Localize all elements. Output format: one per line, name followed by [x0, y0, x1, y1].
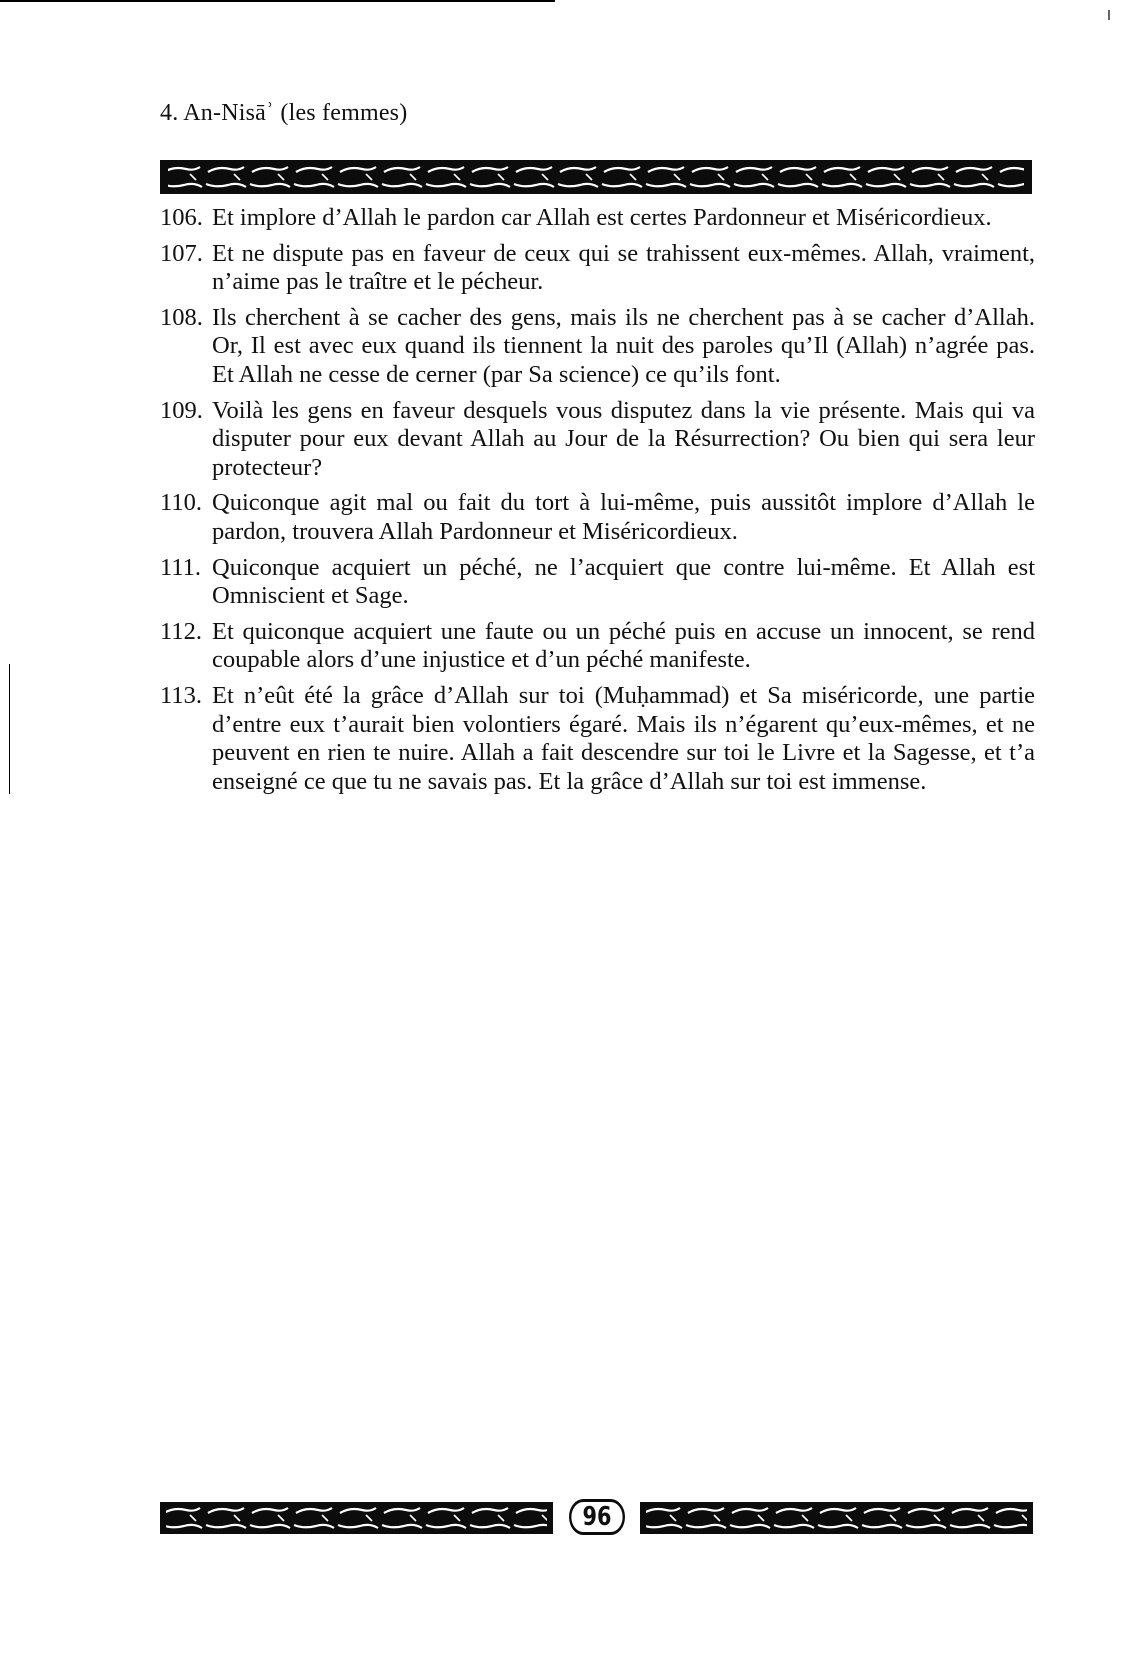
- verse-text: Et n’eût été la grâce d’Allah sur toi (Muḥammad) et Sa miséricorde, une partie d’entre eux t’aurait bien volontiers égaré. Mais ils n’égarent qu’eux-mêmes, et ne peuvent en rien te nuire. Allah a fait descendre sur toi le Livre et la Sagesse, et t’a enseigné ce que tu ne savais pas. Et la grâce d’Allah sur toi est immense.: [212, 681, 1035, 795]
- verse-item: [160, 554, 1035, 611]
- verse-number: 111.: [160, 553, 202, 581]
- scan-mark: [1108, 10, 1110, 20]
- ornament-pattern: [160, 160, 1032, 194]
- verse-item: [160, 204, 1035, 233]
- verse-item: [160, 682, 1035, 796]
- verse-number: 107.: [160, 239, 203, 267]
- verse-item: [160, 618, 1035, 675]
- verse-number: 106.: [160, 204, 203, 231]
- verse-item: [160, 397, 1035, 483]
- page-number: 96: [569, 1499, 625, 1535]
- verse-item: [160, 489, 1035, 546]
- ornament-pattern: [160, 1502, 553, 1534]
- verse-text: Et quiconque acquiert une faute ou un péché puis en accuse un innocent, se rend coupable alors d’une injustice et d’un péché manifeste.: [212, 617, 1035, 674]
- verse-text: Et implore d’Allah le pardon car Allah est certes Pardonneur et Miséricordieux.: [212, 204, 992, 231]
- verse-item: [160, 304, 1035, 390]
- ornamental-band-top: [160, 160, 1032, 194]
- verse-list: [160, 204, 1035, 803]
- ornament-pattern: [640, 1502, 1033, 1534]
- verse-text: Quiconque agit mal ou fait du tort à lui-même, puis aussitôt implore d’Allah le pardon, trouvera Allah Pardonneur et Miséricordieux.: [212, 489, 1035, 545]
- verse-text: Et ne dispute pas en faveur de ceux qui se trahissent eux-mêmes. Allah, vraiment, n’aime pas le traître et le pécheur.: [212, 239, 1035, 296]
- verse-number: 112.: [160, 617, 202, 645]
- verse-text: Ils cherchent à se cacher des gens, mais ils ne cherchent pas à se cacher d’Allah. Or, Il est avec eux quand ils tiennent la nuit des paroles qu’Il (Allah) n’agrée pas. Et Allah ne cesse de cerner (par Sa science) ce qu’ils font.: [212, 303, 1035, 388]
- verse-number: 109.: [160, 396, 203, 424]
- verse-item: [160, 240, 1035, 297]
- verse-number: 110.: [160, 489, 202, 517]
- verse-text: Voilà les gens en faveur desquels vous disputez dans la vie présente. Mais qui va disputer pour eux devant Allah au Jour de la Résurrection? Ou bien qui sera leur protecteur?: [212, 396, 1035, 481]
- verse-text: Quiconque acquiert un péché, ne l’acquiert que contre lui-même. Et Allah est Omniscient et Sage.: [212, 553, 1035, 610]
- ornamental-band-bottom-left: [160, 1502, 553, 1534]
- page-number-badge: [553, 1496, 640, 1538]
- verse-number: 108.: [160, 303, 203, 331]
- verse-number: 113.: [160, 681, 202, 709]
- margin-mark: [9, 664, 10, 794]
- ornamental-band-bottom-right: [640, 1502, 1033, 1534]
- top-rule: [0, 0, 555, 2]
- running-head: 4. An-Nisāʾ (les femmes): [160, 100, 408, 126]
